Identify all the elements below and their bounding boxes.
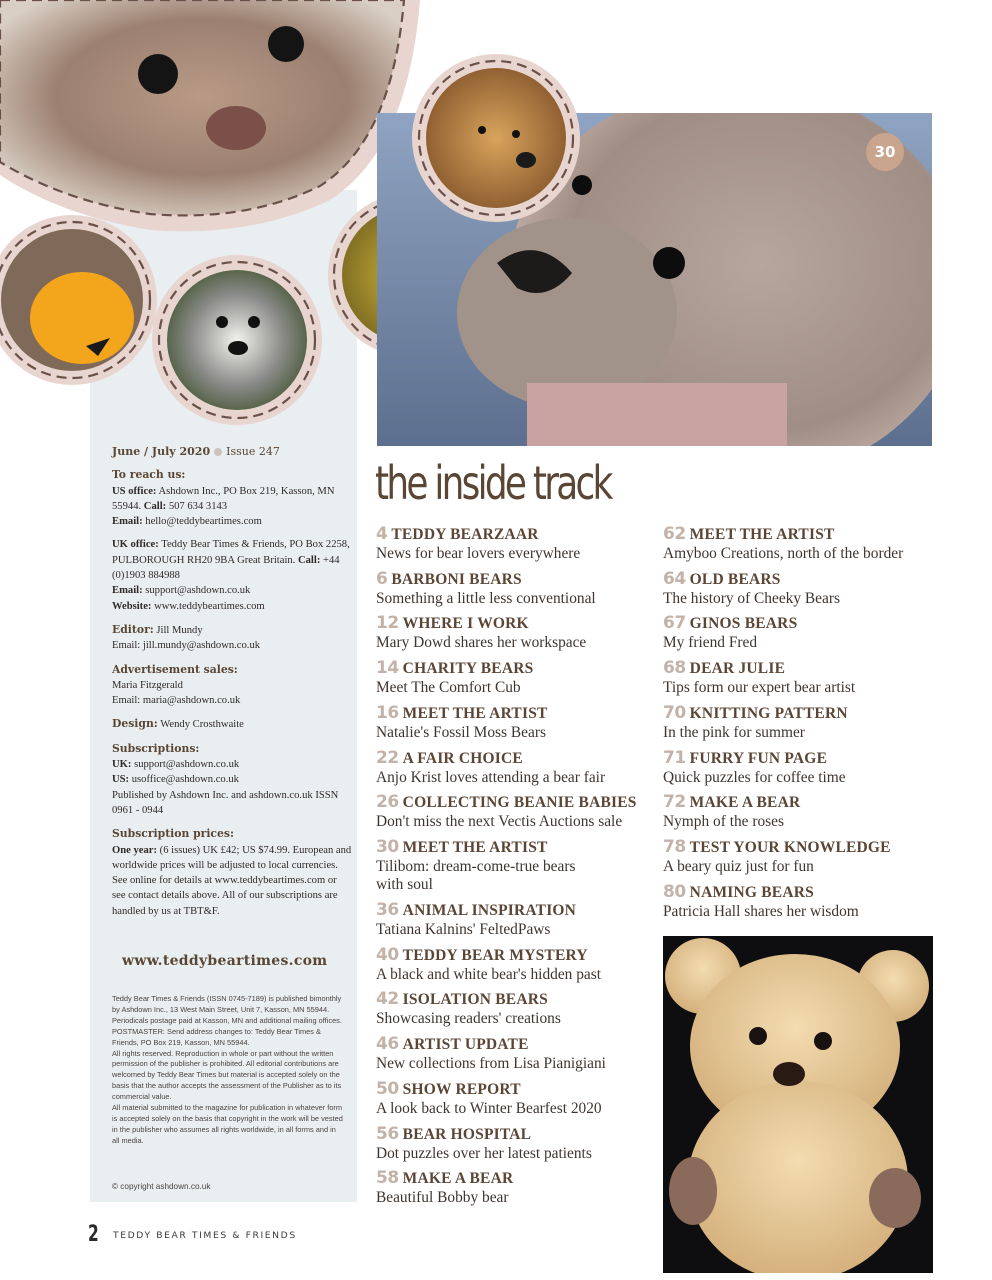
contents-page-number: 4 [376, 524, 388, 544]
legal-notice [112, 994, 344, 1147]
contents-entry-description: Amyboo Creations, north of the border [663, 545, 904, 562]
uk-email[interactable]: support@ashdown.co.uk [145, 585, 251, 597]
contents-entry-title: BARBONI BEARS [391, 571, 522, 588]
contents-entry-title: OLD BEARS [689, 571, 781, 588]
contents-page-number: 6 [376, 569, 388, 589]
contents-entry-description: with soul [376, 876, 433, 893]
contents-entry-description: The history of Cheeky Bears [663, 590, 840, 607]
prices-block [112, 826, 352, 919]
contents-entry-heading [376, 748, 676, 769]
contents-entry-heading [663, 569, 963, 590]
contents-entry-description: A black and white bear's hidden past [376, 966, 602, 983]
contents-entry-heading [376, 1034, 676, 1055]
uk-call-number: +44 (0)1903 884988 [112, 554, 340, 582]
editor-label: Editor: [112, 622, 154, 636]
design-block [112, 716, 352, 732]
subs-uk-email[interactable]: support@ashdown.co.uk [134, 759, 240, 771]
subs-us-email[interactable]: usoffice@ashdown.co.uk [131, 774, 239, 786]
contents-entry-title: ANIMAL INSPIRATION [402, 902, 577, 919]
uk-email-label: Email: [112, 585, 143, 597]
contents-entry-description: A beary quiz just for fun [663, 858, 814, 875]
contents-entry[interactable] [376, 1168, 676, 1207]
contents-entry[interactable] [376, 900, 676, 939]
us-office-text: Ashdown Inc., PO Box 219, Kasson, MN 55944. [112, 485, 335, 512]
contents-entry-heading [663, 658, 963, 679]
contents-entry[interactable] [376, 703, 676, 742]
website-link[interactable]: www.teddybeartimes.com [154, 600, 265, 612]
contents-entry[interactable] [663, 882, 963, 921]
contents-entry-title: CHARITY BEARS [402, 660, 534, 677]
contents-entry-description: Something a little less conventional [376, 590, 596, 607]
contents-page-number: 70 [663, 703, 686, 723]
website-url[interactable]: www.teddybeartimes.com [122, 953, 328, 969]
contents-entry-heading [376, 613, 676, 634]
contents-page-number: 30 [376, 837, 399, 857]
contents-entry-description: Nymph of the roses [663, 813, 784, 830]
subscriptions-block [112, 741, 352, 818]
contents-entry-heading [376, 989, 676, 1010]
contents-entry-description: Meet The Comfort Cub [376, 679, 521, 696]
copyright-line: © copyright ashdown.co.uk [112, 1182, 211, 1191]
contents-entry[interactable] [663, 658, 963, 697]
contents-entry-description: News for bear lovers everywhere [376, 545, 581, 562]
contents-entry-title: FURRY FUN PAGE [689, 750, 828, 767]
contents-entry-heading [663, 837, 963, 858]
contents-entry[interactable] [663, 569, 963, 608]
contents-entry-title: MEET THE ARTIST [402, 839, 548, 856]
contents-entry[interactable] [376, 1079, 676, 1118]
contents-page-number: 71 [663, 748, 686, 768]
contents-entry-heading [663, 792, 963, 813]
contents-entry-heading [663, 613, 963, 634]
contents-entry-heading [663, 703, 963, 724]
contents-entry[interactable] [663, 613, 963, 652]
subscriptions-heading: Subscriptions: [112, 741, 200, 755]
contents-entry-title: BEAR HOSPITAL [402, 1126, 532, 1143]
contents-entry[interactable] [376, 1034, 676, 1073]
contents-entry-heading [376, 792, 676, 813]
contents-entry-description: Natalie's Fossil Moss Bears [376, 724, 546, 741]
contact-block [112, 467, 352, 529]
prices-text: (6 issues) UK £42; US $74.99. European and worldwide prices will be adjusted to local currencies. See online for details at www.teddybeartimes.com or see contact details above. All of our subscriptions are handled by us at TBT&F. [112, 844, 352, 917]
contents-entry-heading [376, 945, 676, 966]
legal-paragraph: Teddy Bear Times & Friends (ISSN 0745-7189) is published bimonthly by Ashdown Inc., 13 West Main Street, Unit 7, Kasson, MN 55944. Periodicals postage paid at Kasson, MN and additional mailing offices. POSTMASTER: Send address changes to: Teddy Bear Times & Friends, PO Box 219, Kasson, MN 55944. [112, 994, 342, 1047]
us-email-label: Email: [112, 516, 143, 528]
contents-entry-description: Quick puzzles for coffee time [663, 769, 846, 786]
contents-page-number: 14 [376, 658, 399, 678]
contents-entry[interactable] [663, 792, 963, 831]
contents-page-number: 36 [376, 900, 399, 920]
contents-entry-description: A look back to Winter Bearfest 2020 [376, 1100, 602, 1117]
contents-entry-description: Tatiana Kalnins' FeltedPaws [376, 921, 551, 938]
editor-name: Jill Mundy [156, 624, 203, 636]
contents-page-number: 12 [376, 613, 399, 633]
contents-entry-title: NAMING BEARS [689, 884, 814, 901]
contents-page-number: 22 [376, 748, 399, 768]
contents-entry-title: MAKE A BEAR [402, 1170, 514, 1187]
contents-entry-title: TEST YOUR KNOWLEDGE [689, 839, 891, 856]
contents-entry-heading [663, 882, 963, 903]
page-number: 2 [88, 1222, 99, 1247]
contents-entry-title: A FAIR CHOICE [402, 750, 523, 767]
contents-entry[interactable] [376, 569, 676, 608]
ad-sales-heading: Advertisement sales: [112, 662, 238, 676]
contents-page-number: 72 [663, 792, 686, 812]
bullet-icon [214, 448, 222, 456]
contents-entry-title: MEET THE ARTIST [402, 705, 548, 722]
contents-page-number: 42 [376, 989, 399, 1009]
contents-entry-title: ARTIST UPDATE [402, 1036, 529, 1053]
contents-entry-title: WHERE I WORK [402, 615, 529, 632]
contents-page-number: 78 [663, 837, 686, 857]
contents-entry-description: In the pink for summer [663, 724, 805, 741]
contents-entry-heading [376, 837, 676, 858]
contents-entry-title: COLLECTING BEANIE BABIES [402, 794, 637, 811]
design-name: Wendy Crosthwaite [160, 719, 244, 731]
bear-closeup-cutout [0, 0, 420, 231]
contents-entry-heading [376, 1124, 676, 1145]
ad-sales-block [112, 662, 352, 709]
contents-entry-description: New collections from Lisa Pianigiani [376, 1055, 606, 1072]
contents-page-number: 56 [376, 1124, 399, 1144]
contents-page-number: 67 [663, 613, 686, 633]
contents-page-number: 16 [376, 703, 399, 723]
us-office-label: US office: [112, 485, 157, 497]
published-by: Published by Ashdown Inc. and ashdown.co.uk ISSN 0961 - 0944 [112, 789, 339, 816]
website-label: Website: [112, 600, 152, 612]
contents-entry[interactable] [663, 837, 963, 876]
contents-entry-heading [376, 1168, 676, 1189]
contents-entry[interactable] [376, 792, 676, 831]
contents-entry-title: SHOW REPORT [402, 1081, 521, 1098]
issue-date: June / July 2020 [112, 445, 211, 458]
contents-entry-description: Tips form our expert bear artist [663, 679, 856, 696]
us-call-number: 507 634 3143 [168, 500, 228, 512]
legal-paragraph: All rights reserved. Reproduction in whole or part without the written permission of the publisher is prohibited. All editorial contributions are welcomed by Teddy Bear Times but material is accepted solely on the basis that the author accepts the assessment of the Publisher as to its commercial value. [112, 1048, 342, 1102]
contents-entry-description: My friend Fred [663, 634, 758, 651]
one-year-label: One year: [112, 844, 158, 856]
contents-page-number: 26 [376, 792, 399, 812]
ad-sales-name: Maria Fitzgerald [112, 679, 183, 691]
contents-entry[interactable] [376, 945, 676, 984]
uk-office-label: UK office: [112, 539, 159, 551]
contents-entry[interactable] [376, 837, 676, 894]
contents-entry-title: TEDDY BEARZAAR [391, 526, 539, 543]
contents-entry-heading [376, 524, 676, 545]
contents-page-number: 46 [376, 1034, 399, 1054]
contents-entry-heading [376, 703, 676, 724]
footer-magazine-name: TEDDY BEAR TIMES & FRIENDS [113, 1230, 297, 1241]
uk-office-text: Teddy Bear Times & Friends, PO Box 2258, PULBOROUGH RH20 9BA Great Britain. [112, 539, 350, 566]
cream-bear-photo [663, 936, 933, 1273]
contents-entry[interactable] [376, 613, 676, 652]
contents-entry-description: Anjo Krist loves attending a bear fair [376, 769, 606, 786]
contents-entry-description: Don't miss the next Vectis Auctions sale [376, 813, 623, 830]
uk-call-label: Call: [297, 554, 321, 566]
contents-entry-heading [663, 748, 963, 769]
contents-entry-title: DEAR JULIE [689, 660, 786, 677]
contents-page-number: 68 [663, 658, 686, 678]
contents-entry-description: Showcasing readers' creations [376, 1010, 561, 1027]
contents-entry-title: ISOLATION BEARS [402, 991, 548, 1008]
knitted-toy-bubble [0, 215, 157, 385]
subs-uk-label: UK: [112, 759, 132, 771]
us-email[interactable]: hello@teddybeartimes.com [145, 516, 262, 528]
page-title: the inside track [375, 456, 611, 510]
contents-page-number: 80 [663, 882, 686, 902]
ad-sales-email[interactable]: Email: maria@ashdown.co.uk [112, 695, 241, 707]
contents-entry-heading [376, 569, 676, 590]
contents-page-number: 58 [376, 1168, 399, 1188]
contents-entry[interactable] [663, 524, 963, 563]
contents-page-number: 50 [376, 1079, 399, 1099]
contents-entry-title: GINOS BEARS [689, 615, 798, 632]
editor-email[interactable]: Email: jill.mundy@ashdown.co.uk [112, 640, 261, 652]
issue-number: Issue 247 [226, 445, 280, 458]
contents-entry-heading [376, 658, 676, 679]
contents-page-number: 40 [376, 945, 399, 965]
contents-entry-description: Patricia Hall shares her wisdom [663, 903, 859, 920]
us-call-label: Call: [143, 500, 167, 512]
dog-bubble [152, 255, 322, 425]
subs-us-label: US: [112, 774, 130, 786]
page-reference-badge: 30 [866, 133, 904, 171]
contents-entry[interactable] [376, 1124, 676, 1163]
contents-entry-heading [376, 1079, 676, 1100]
editor-block [112, 622, 352, 654]
contents-entry-heading [663, 524, 963, 545]
contents-entry[interactable] [663, 748, 963, 787]
contents-entry[interactable] [376, 989, 676, 1028]
contents-entry-title: MEET THE ARTIST [689, 526, 835, 543]
uk-office-block [112, 537, 352, 613]
contents-entry-title: KNITTING PATTERN [689, 705, 848, 722]
contents-entry-description: Dot puzzles over her latest patients [376, 1145, 592, 1162]
contents-entry-description: Tilibom: dream-come-true bears [376, 858, 576, 875]
contents-entry-description: Mary Dowd shares her workspace [376, 634, 587, 651]
design-label: Design: [112, 717, 158, 731]
contents-page-number: 62 [663, 524, 686, 544]
contents-entry[interactable] [376, 524, 676, 563]
hedgehog-bubble [410, 52, 582, 224]
prices-heading: Subscription prices: [112, 827, 234, 841]
contents-entry[interactable] [376, 748, 676, 787]
issue-line [112, 444, 352, 459]
contents-entry-title: MAKE A BEAR [689, 794, 801, 811]
legal-paragraph: All material submitted to the magazine for publication in whatever form is accepted solely on the basis that copyright in the work will be vested in the publisher who assumes all rights worldwide, in all forms and in all media. [112, 1103, 343, 1145]
contents-entry-title: TEDDY BEAR MYSTERY [402, 947, 588, 964]
reach-us-heading: To reach us: [112, 468, 186, 482]
contents-page-number: 64 [663, 569, 686, 589]
contents-entry[interactable] [663, 703, 963, 742]
contents-entry-description: Beautiful Bobby bear [376, 1189, 509, 1206]
contents-entry[interactable] [376, 658, 676, 697]
masthead-details [112, 444, 352, 927]
contents-entry-heading [376, 900, 676, 921]
